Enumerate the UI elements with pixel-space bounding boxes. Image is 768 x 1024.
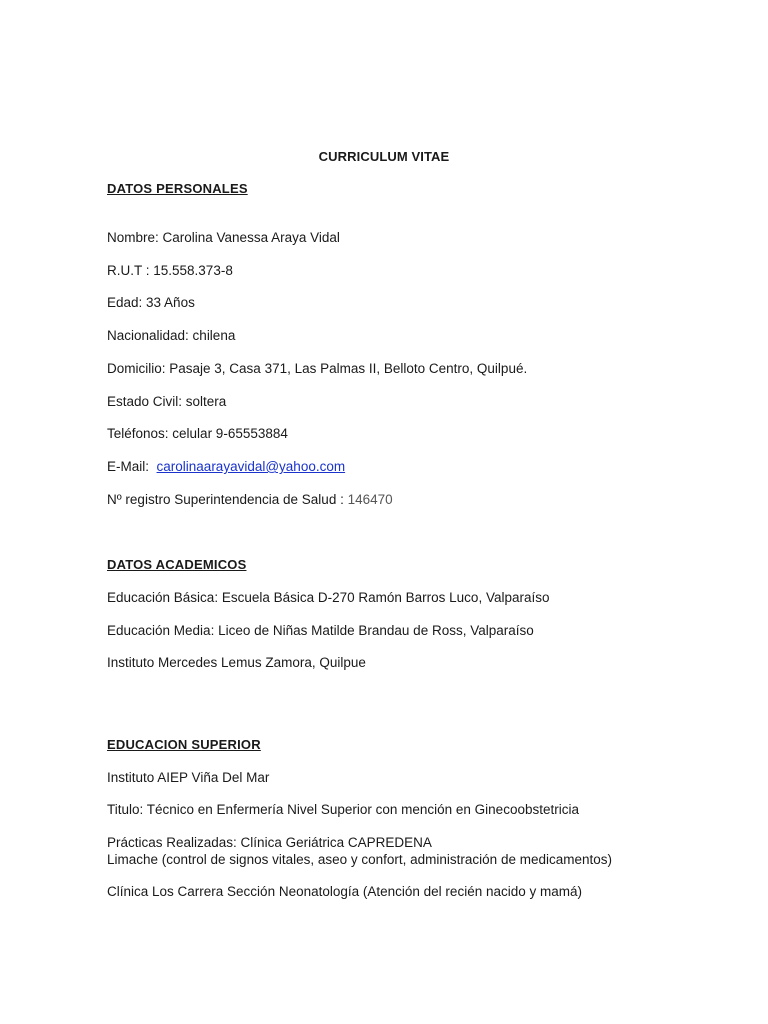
- section-heading-academic: DATOS ACADEMICOS: [107, 557, 247, 572]
- superior-practicas-line-2: Limache (control de signos vitales, aseo y confort, administración de medicamentos): [107, 852, 612, 867]
- personal-rut: R.U.T : 15.558.373-8: [107, 263, 233, 278]
- email-link[interactable]: carolinaarayavidal@yahoo.com: [156, 459, 346, 474]
- registro-label: Nº registro Superintendencia de Salud :: [107, 492, 344, 507]
- superior-clinica: Clínica Los Carrera Sección Neonatología (Atención del recién nacido y mamá): [107, 884, 582, 899]
- superior-practicas-line-1: Prácticas Realizadas: Clínica Geriátrica CAPREDENA: [107, 835, 432, 850]
- section-heading-personal: DATOS PERSONALES: [107, 181, 248, 196]
- document-title: CURRICULUM VITAE: [318, 149, 450, 164]
- academic-instituto: Instituto Mercedes Lemus Zamora, Quilpue: [107, 655, 366, 670]
- personal-estado-civil: Estado Civil: soltera: [107, 394, 227, 409]
- academic-basica: Educación Básica: Escuela Básica D-270 Ramón Barros Luco, Valparaíso: [107, 590, 550, 605]
- personal-nacionalidad: Nacionalidad: chilena: [107, 328, 236, 343]
- personal-email-row: [107, 459, 345, 474]
- superior-titulo: Titulo: Técnico en Enfermería Nivel Superior con mención en Ginecoobstetricia: [107, 802, 579, 817]
- personal-edad: Edad: 33 Años: [107, 295, 195, 310]
- personal-nombre: Nombre: Carolina Vanessa Araya Vidal: [107, 230, 340, 245]
- email-label: E-Mail:: [107, 459, 150, 474]
- section-heading-superior: EDUCACION SUPERIOR: [107, 737, 261, 752]
- personal-domicilio: Domicilio: Pasaje 3, Casa 371, Las Palmas II, Belloto Centro, Quilpué.: [107, 361, 528, 376]
- personal-registro-row: [107, 492, 393, 507]
- registro-value: 146470: [347, 492, 393, 507]
- superior-instituto: Instituto AIEP Viña Del Mar: [107, 770, 270, 785]
- academic-media: Educación Media: Liceo de Niñas Matilde Brandau de Ross, Valparaíso: [107, 623, 534, 638]
- personal-telefonos: Teléfonos: celular 9-65553884: [107, 426, 288, 441]
